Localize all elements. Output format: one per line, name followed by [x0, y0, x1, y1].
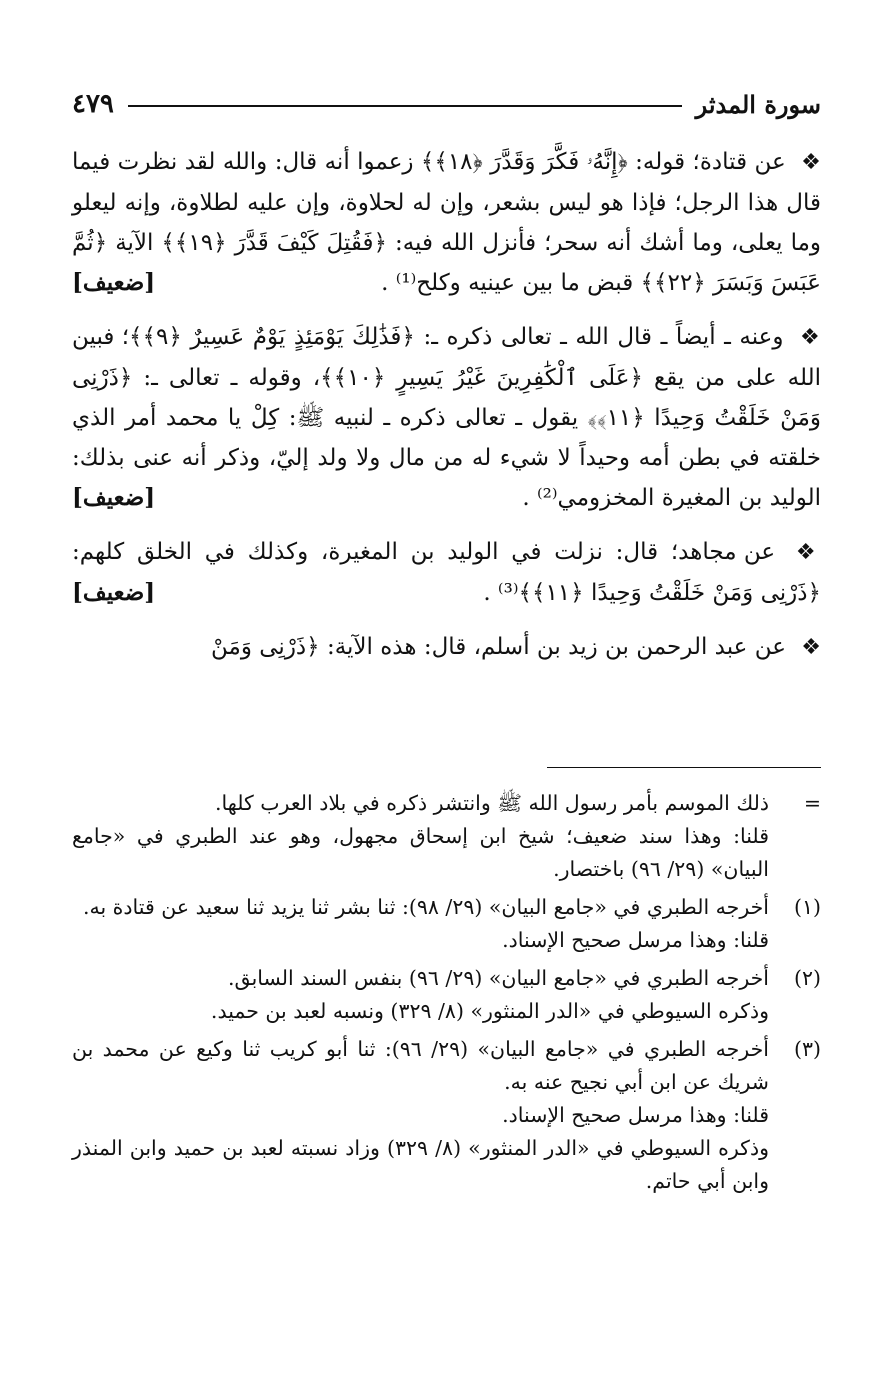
footnote-line: ذلك الموسم بأمر رسول الله ﷺ وانتشر ذكره في بلاد العرب كلها. — [214, 791, 769, 815]
page-header — [72, 84, 821, 124]
footnote-line: قلنا: وهذا مرسل صحيح الإسناد. — [502, 928, 769, 952]
bullet-icon: ❖ — [800, 325, 821, 350]
paragraph-4 — [72, 627, 821, 668]
paragraph-1 — [72, 142, 821, 303]
footnote-line: أخرجه الطبري في «جامع البيان» (٢٩/ ٩٦): ثنا أبو كريب ثنا وكيع عن محمد بن شريك عن ابن أبي نجيح عنه به. — [72, 1037, 769, 1094]
footnote-line: قلنا: وهذا سند ضعيف؛ شيخ ابن إسحاق مجهول، وهو عند الطبري في «جامع البيان» (٢٩/ ٩٦) باختصار. — [72, 824, 769, 881]
paragraph-text: عن قتادة؛ قوله: ﴿إِنَّهُۥ فَكَّرَ وَقَدَّرَ ﴿١٨﴾﴾ زعموا أنه قال: والله لقد نظرت فيما قال هذا الرجل؛ فإذا هو ليس بشعر، وإن له لحلاوة، وإن عليه لطلاوة، وإنه ليعلو وما يعلى، وما أشك أنه سحر؛ فأنزل الله فيه: ﴿فَقُتِلَ كَيْفَ قَدَّرَ ﴿١٩﴾﴾ الآية ﴿ثُمَّ عَبَسَ وَبَسَرَ ﴿٢٢﴾﴾ قبض ما بين عينيه وكلح⁽¹⁾ . — [72, 149, 821, 296]
footnote-3 — [72, 1033, 821, 1198]
grade-label: [ضعيف] — [72, 269, 156, 296]
surah-title: سورة المدثر — [695, 89, 821, 119]
footnote-mark: (٣) — [793, 1037, 821, 1061]
footnote-line: أخرجه الطبري في «جامع البيان» (٢٩/ ٩٨): ثنا بشر ثنا يزيد ثنا سعيد عن قتادة به. — [82, 895, 769, 919]
footnotes — [72, 787, 821, 1203]
bullet-icon: ❖ — [801, 635, 821, 660]
footnote-line: وذكره السيوطي في «الدر المنثور» (٨/ ٣٢٩) ونسبه لعبد بن حميد. — [210, 999, 769, 1023]
paragraph-3 — [72, 532, 821, 613]
footnote-continued — [72, 787, 821, 886]
paragraph-text: وعنه ـ أيضاً ـ قال الله ـ تعالى ذكره ـ: ﴿فَذَٰلِكَ يَوْمَئِذٍ يَوْمٌ عَسِيرٌ ﴿٩﴾﴾؛ فبين الله على من يقع ﴿عَلَى ٱلْكَٰفِرِينَ غَيْرُ يَسِيرٍ ﴿١٠﴾﴾، وقوله ـ تعالى ـ: ﴿ذَرْنِى وَمَنْ خَلَقْتُ وَحِيدًا ﴿١١﴾﴾ يقول ـ تعالى ذكره ـ لنبيه ﷺ: كِلْ يا محمد أمر الذي خلقته في بطن أمه وحيداً لا شيء له من مال ولا ولد إليّ، وذكر أنه عنى بذلك: الوليد بن المغيرة المخزومي⁽²⁾ . — [72, 324, 822, 511]
footnote-line: وذكره السيوطي في «الدر المنثور» (٨/ ٣٢٩) وزاد نسبته لعبد بن حميد وابن المنذر وابن أبي حاتم. — [72, 1136, 769, 1193]
page-number: ٤٧٩ — [72, 89, 114, 119]
footnote-1 — [72, 891, 821, 957]
paragraph-2 — [72, 317, 821, 518]
bullet-icon: ❖ — [801, 150, 822, 175]
footnote-separator — [547, 767, 821, 768]
footnote-mark: = — [803, 791, 821, 815]
header-rule — [128, 105, 682, 107]
footnote-2 — [72, 962, 821, 1028]
paragraph-text: عن عبد الرحمن بن زيد بن أسلم، قال: هذه الآية: ﴿ذَرْنِى وَمَنْ — [211, 634, 786, 660]
grade-label: [ضعيف] — [72, 484, 156, 511]
bullet-icon: ❖ — [795, 540, 821, 565]
grade-label: [ضعيف] — [72, 579, 156, 606]
footnote-line: قلنا: وهذا مرسل صحيح الإسناد. — [502, 1103, 769, 1127]
main-text — [72, 142, 821, 682]
paragraph-text: عن مجاهد؛ قال: نزلت في الوليد بن المغيرة، وكذلك في الخلق كلهم: ﴿ذَرْنِى وَمَنْ خَلَقْتُ وَحِيدًا ﴿١١﴾﴾⁽³⁾ . — [72, 539, 821, 606]
footnote-line: أخرجه الطبري في «جامع البيان» (٢٩/ ٩٦) بنفس السند السابق. — [227, 966, 769, 990]
footnote-mark: (٢) — [793, 966, 821, 990]
footnote-mark: (١) — [793, 895, 821, 919]
book-page — [72, 0, 821, 1384]
